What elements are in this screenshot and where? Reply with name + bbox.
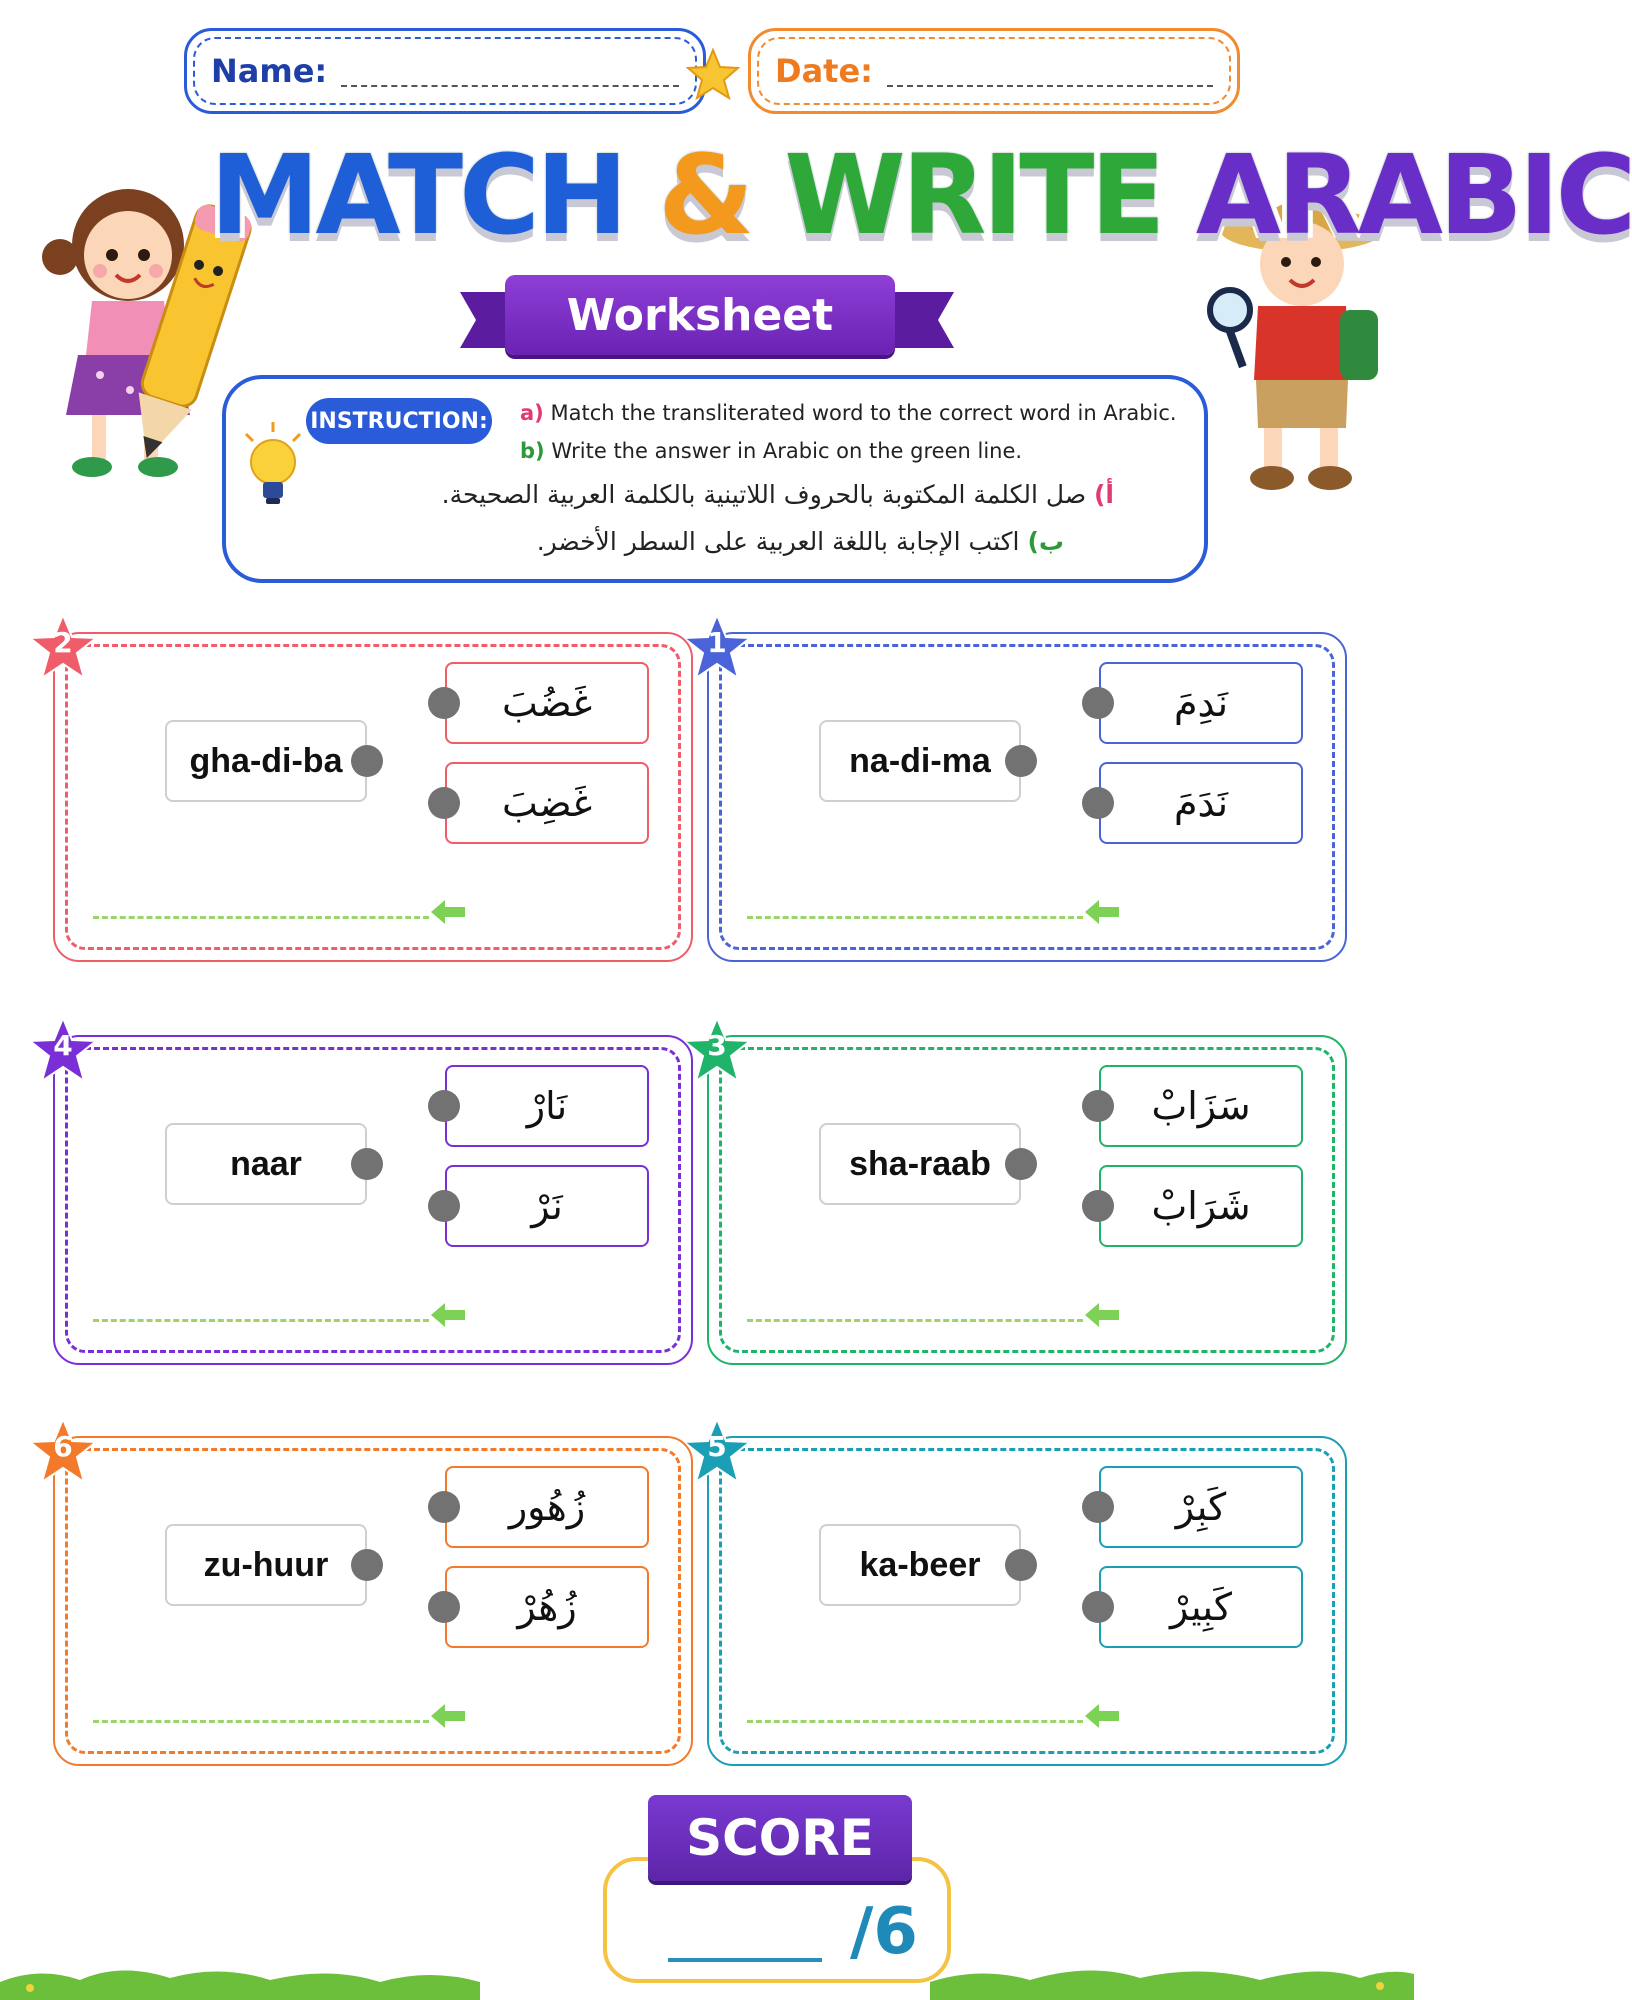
- option-dot[interactable]: [1082, 1591, 1114, 1623]
- transliteration-dot[interactable]: [1005, 1148, 1037, 1180]
- transliteration-box[interactable]: gha-di-ba: [165, 720, 367, 802]
- option-dot[interactable]: [1082, 1190, 1114, 1222]
- instruction-a: [520, 401, 1177, 425]
- arabic-option[interactable]: شَرَابْ: [1099, 1165, 1303, 1247]
- arrow-left-icon: [431, 1303, 465, 1327]
- title-word-arabic: ARABIC: [1195, 131, 1632, 259]
- score-label: SCORE: [648, 1795, 912, 1881]
- name-label: Name:: [211, 52, 328, 90]
- transliteration-box[interactable]: naar: [165, 1123, 367, 1205]
- instruction-ar-a-text: صل الكلمة المكتوبة بالحروف اللاتينية بالكلمة العربية الصحيحة.: [441, 480, 1087, 509]
- transliteration-dot[interactable]: [1005, 745, 1037, 777]
- ribbon-tail-right: [890, 292, 954, 348]
- arabic-option[interactable]: كَبِيرْ: [1099, 1566, 1303, 1648]
- grass-decoration: [0, 1960, 1414, 2000]
- card-number: 1: [707, 626, 727, 659]
- answer-line[interactable]: [93, 1720, 429, 1723]
- match-card-1: [707, 632, 1347, 962]
- transliteration-box[interactable]: ka-beer: [819, 1524, 1021, 1606]
- instruction-a-marker: a): [520, 401, 544, 425]
- arabic-option[interactable]: غَضِبَ: [445, 762, 649, 844]
- option-dot[interactable]: [428, 787, 460, 819]
- instruction-b-text: Write the answer in Arabic on the green line.: [551, 439, 1023, 463]
- instruction-pill: INSTRUCTION:: [306, 398, 492, 444]
- match-card-4: [53, 1035, 693, 1365]
- worksheet-subtitle-ribbon: Worksheet: [505, 275, 895, 355]
- title-ampersand: &: [658, 131, 751, 259]
- arabic-option[interactable]: زُهُرْ: [445, 1566, 649, 1648]
- instruction-ar-b: [537, 527, 1064, 556]
- arrow-left-icon: [1085, 1704, 1119, 1728]
- answer-line[interactable]: [747, 1319, 1083, 1322]
- worksheet-title: [210, 131, 1632, 259]
- answer-line[interactable]: [93, 916, 429, 919]
- card-number: 3: [707, 1029, 727, 1062]
- option-dot[interactable]: [428, 1090, 460, 1122]
- option-dot[interactable]: [428, 1491, 460, 1523]
- arabic-option[interactable]: نَدِمَ: [1099, 662, 1303, 744]
- instruction-b: [520, 439, 1022, 463]
- arabic-option[interactable]: نَدَمَ: [1099, 762, 1303, 844]
- date-line[interactable]: [887, 55, 1213, 87]
- option-dot[interactable]: [1082, 1090, 1114, 1122]
- arrow-left-icon: [1085, 900, 1119, 924]
- name-field[interactable]: [184, 28, 706, 114]
- arabic-option[interactable]: زُهُور: [445, 1466, 649, 1548]
- score-total: /6: [850, 1895, 918, 1969]
- answer-line[interactable]: [747, 916, 1083, 919]
- match-card-2: [53, 632, 693, 962]
- arrow-left-icon: [431, 900, 465, 924]
- instruction-ar-a-marker: أ): [1094, 480, 1114, 509]
- option-dot[interactable]: [1082, 1491, 1114, 1523]
- transliteration-box[interactable]: na-di-ma: [819, 720, 1021, 802]
- answer-line[interactable]: [93, 1319, 429, 1322]
- instruction-ar-a: [442, 480, 1114, 509]
- match-card-5: [707, 1436, 1347, 1766]
- instruction-ar-b-text: اكتب الإجابة باللغة العربية على السطر الأخضر.: [536, 527, 1020, 556]
- option-dot[interactable]: [428, 687, 460, 719]
- arabic-option[interactable]: نَرْ: [445, 1165, 649, 1247]
- arabic-option[interactable]: كَبِرْ: [1099, 1466, 1303, 1548]
- star-icon: [686, 48, 740, 102]
- transliteration-dot[interactable]: [351, 1148, 383, 1180]
- card-number: 6: [53, 1430, 73, 1463]
- star-number-badge: [27, 612, 99, 684]
- option-dot[interactable]: [428, 1591, 460, 1623]
- arrow-left-icon: [1085, 1303, 1119, 1327]
- answer-line[interactable]: [747, 1720, 1083, 1723]
- option-dot[interactable]: [1082, 787, 1114, 819]
- transliteration-box[interactable]: sha-raab: [819, 1123, 1021, 1205]
- transliteration-dot[interactable]: [1005, 1549, 1037, 1581]
- title-word-match: MATCH: [210, 131, 624, 259]
- date-label: Date:: [775, 52, 873, 90]
- transliteration-dot[interactable]: [351, 745, 383, 777]
- transliteration-box[interactable]: zu-huur: [165, 1524, 367, 1606]
- instruction-b-marker: b): [520, 439, 545, 463]
- arabic-option[interactable]: غَضُبَ: [445, 662, 649, 744]
- option-dot[interactable]: [1082, 687, 1114, 719]
- transliteration-dot[interactable]: [351, 1549, 383, 1581]
- name-line[interactable]: [341, 55, 679, 87]
- arabic-option[interactable]: نَارْ: [445, 1065, 649, 1147]
- option-dot[interactable]: [428, 1190, 460, 1222]
- card-number: 4: [53, 1029, 73, 1062]
- lightbulb-icon: [238, 420, 308, 510]
- card-number: 5: [707, 1430, 727, 1463]
- arabic-option[interactable]: سَزَابْ: [1099, 1065, 1303, 1147]
- star-number-badge: [27, 1416, 99, 1488]
- instruction-ar-b-marker: ب): [1027, 527, 1064, 556]
- card-number: 2: [53, 626, 73, 659]
- match-card-3: [707, 1035, 1347, 1365]
- arrow-left-icon: [431, 1704, 465, 1728]
- star-number-badge: [27, 1015, 99, 1087]
- instruction-a-text: Match the transliterated word to the correct word in Arabic.: [550, 401, 1177, 425]
- match-card-6: [53, 1436, 693, 1766]
- date-field[interactable]: [748, 28, 1240, 114]
- title-word-write: WRITE: [784, 131, 1162, 259]
